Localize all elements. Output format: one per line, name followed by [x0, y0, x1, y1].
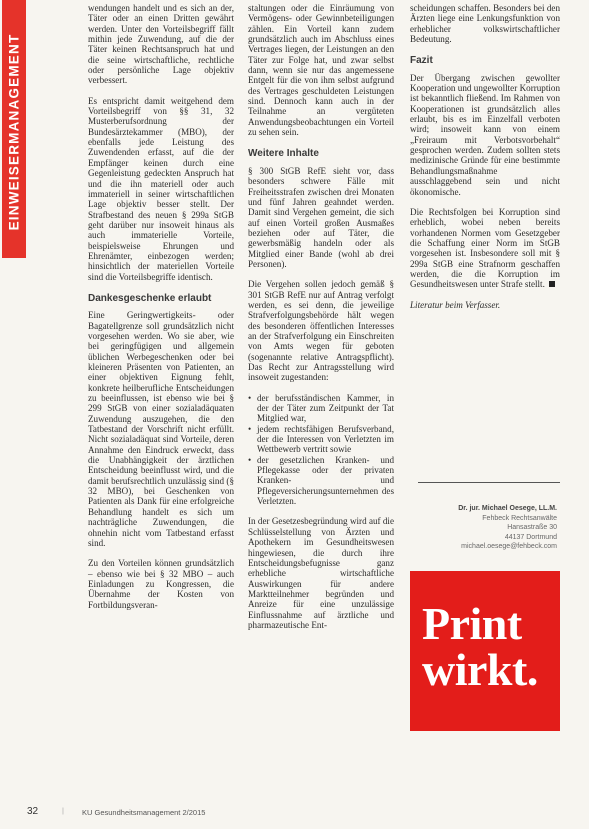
ad-word-2: wirkt.: [422, 644, 538, 695]
author-city: 44137 Dortmund: [504, 533, 557, 541]
list-item: • jedem rechtsfähigen Berufsverband, der die Interessen von Verletzten im Wettbewerb vertritt sowie: [248, 424, 394, 455]
paragraph: wendungen handelt und es sich an der, Täter oder an einen Dritten gewährt werden. Unter den Vorteilsbegriff fällt mithin jede Zuwendung, auf die der Täter keinen Rechtsanspruch hat und die seine wirtschaftliche, rechtliche oder persönliche Lage objektiv verbessert.: [88, 3, 234, 86]
paragraph: Es entspricht damit weitgehend dem Vorteilsbegriff von §§ 31, 32 Musterberufsordnung der Bundesärztekammer (MBO), der ebenfalls jede Leistung des Zuwendenden erfasst, auf die der Empfänger keinen durch eine Gegenleistung gedeckten Anspruch hat und die ihn materiell oder auch immateriell in seiner wirtschaftlichen Lage objektiv besser stellt. Der Strafbestand des neuen § 299a StGB geht darüber nur insoweit hinaus als auch immaterielle Vorteile, beispielsweise Ehrungen und Ehrenämter, einbezogen werden; hinsichtlich der materiellen Vorteile sind die Vorteilsbegriffe identisch.: [88, 95, 234, 282]
paragraph: In der Gesetzesbegründung wird auf die Schlüsselstellung von Ärzten und Apothekern im Gesundheitswesen hingewiesen, die durch ihre Entscheidungsbefugnisse ganz erhebliche wirtschaftliche Auswirkungen für andere Marktteilnehmer begründen und Anreize für eine unzulässige Einflussnahme auf ärztliche und pharmazeutische Ent-: [248, 516, 394, 630]
paragraph: Zu den Vorteilen können grundsätzlich – ebenso wie bei § 32 MBO – auch Einladungen zu Kongressen, die Übernahme der Kosten von Fortbildungsveran-: [88, 558, 234, 610]
section-label: EINWEISERMANAGEMENT: [6, 33, 22, 231]
page-footer: [0, 804, 589, 824]
list-item: • der berufsständischen Kammer, in der der Täter zum Zeitpunkt der Tat Mitglied war,: [248, 393, 394, 424]
print-wirkt-ad: [410, 571, 560, 731]
list-item: • der gesetzlichen Kranken- und Pflegekasse oder der privaten Kranken- und Pflegeversicherungsunternehmen des Verletzten.: [248, 455, 394, 507]
paragraph: staltungen oder die Einräumung von Vermögens- oder Gewinnbeteiligungen zählen. Ein Vorteil kann zudem grundsätzlich auch im Abschluss eines Vertrages liegen, der Leistungen an den Täter zur Folge hat, und zwar selbst dann, wenn sie nur das angemessene Entgelt für die von ihm selbst aufgrund des Vertrages geschuldeten Leistungen sind. Dennoch kann auch in der Teilnahme an vergüteten Anwendungsbeobachtungen ein Vorteil zu sehen sein.: [248, 3, 394, 138]
paragraph: [410, 207, 560, 290]
column-2: [248, 3, 394, 640]
column-1: [88, 3, 234, 620]
sidebar: [0, 0, 28, 829]
bullet-list: [248, 393, 394, 507]
section-heading: Dankesgeschenke erlaubt: [88, 292, 212, 304]
journal-name: KU Gesundheitsmanagement 2/2015: [82, 808, 206, 817]
divider: [418, 482, 560, 483]
section-heading: Weitere Inhalte: [248, 148, 319, 160]
author-street: Hansastraße 30: [507, 524, 557, 532]
paragraph: Der Übergang zwischen gewollter Kooperation und ungewollter Korruption ist bekanntlich fließend. Im Rahmen von Kooperationen ist grundsätzlich alles erlaubt, bis es im Einzelfall verboten wird; insoweit kann von einem „Freiraum mit Verbotsvorbehalt“ gesprochen werden. Zudem sollten stets medizinische Gründe für eine bestimmte Behandlungsmaßnahme ausschlaggebend sein und nicht ökonomische.: [410, 72, 560, 197]
paragraph: scheidungen schaffen. Besonders bei den Ärzten liege eine Lenkungsfunktion von erheblicher volkswirtschaftlicher Bedeutung.: [410, 3, 560, 45]
end-mark-icon: [549, 281, 555, 287]
author-box: [420, 504, 557, 552]
paragraph: Eine Geringwertigkeits- oder Bagatellgrenze soll grundsätzlich nicht vorgesehen werden. Wo sie aber, wie bei geringfügigen und allgemein üblichen Werbegeschenken oder bei kleineren Präsenten von Patienten, an einer objektiven Eignung fehlt, konkrete heilberufliche Entscheidungen zu beeinflussen, ist ebenso wie bei § 299 StGB von einer sozialadäquaten Zuwendung auszugehen, die den Tatbestand der Vorschrift nicht erfüllt. Nicht sozialadäquat sind Vorteile, deren Annahme den Eindruck erweckt, dass die Unabhängigkeit der ärztlichen Entscheidung beeinflusst wird, und die damit berufsrechtlich unzulässig sind (§ 32 MBO), bei Geschenken von Patienten als Dank für eine erfolgreiche Behandlung handelt es sich um nachträgliche Zuwendungen, die ohnehin nicht vom Tatbestand erfasst sind.: [88, 310, 234, 548]
author-email[interactable]: michael.oesege@fehbeck.com: [461, 543, 557, 551]
literature-note: Literatur beim Verfasser.: [410, 299, 501, 310]
column-3: [410, 3, 560, 320]
page-number: 32: [27, 806, 39, 817]
author-name: Dr. jur. Michael Oesege, LL.M.: [458, 505, 557, 512]
footer-separator: |: [62, 806, 64, 815]
ad-word-1: Print: [422, 598, 522, 649]
paragraph-text: Die Rechtsfolgen bei Korruption sind erheblich, wobei neben bereits vorhandenen Normen vom Gesetzgeber die Schaffung einer Norm im StGB vorgesehen ist. Insbesondere soll mit § 299a StGB eine Strafnorm geschaffen werden, die die Korruption im Gesundheitswesen unter Strafe stellt.: [410, 206, 560, 290]
section-heading: Fazit: [410, 55, 433, 67]
paragraph: § 300 StGB RefE sieht vor, dass besonders schwere Fälle mit Freiheitsstrafen zwischen drei Monaten und fünf Jahren geahndet werden. Damit sind Vergehen gemeint, die sich auf einen Vorteil großen Ausmaßes beziehen oder auf Täter, die gewerbsmäßig handeln oder als Mitglied einer Bande (wohl ab drei Personen).: [248, 165, 394, 269]
author-firm: Fehbeck Rechtsanwälte: [482, 514, 557, 522]
paragraph: Die Vergehen sollen jedoch gemäß § 301 StGB RefE nur auf Antrag verfolgt werden, es sei denn, die jeweilige Strafverfolgungsbehörde hält wegen des besonderen öffentlichen Interesses an der Strafverfolgung ein Einschreiten von Amts wegen für geboten (sogenannte relative Antragspflicht). Das Recht zur Antragsstellung wird insoweit zugestanden:: [248, 279, 394, 383]
